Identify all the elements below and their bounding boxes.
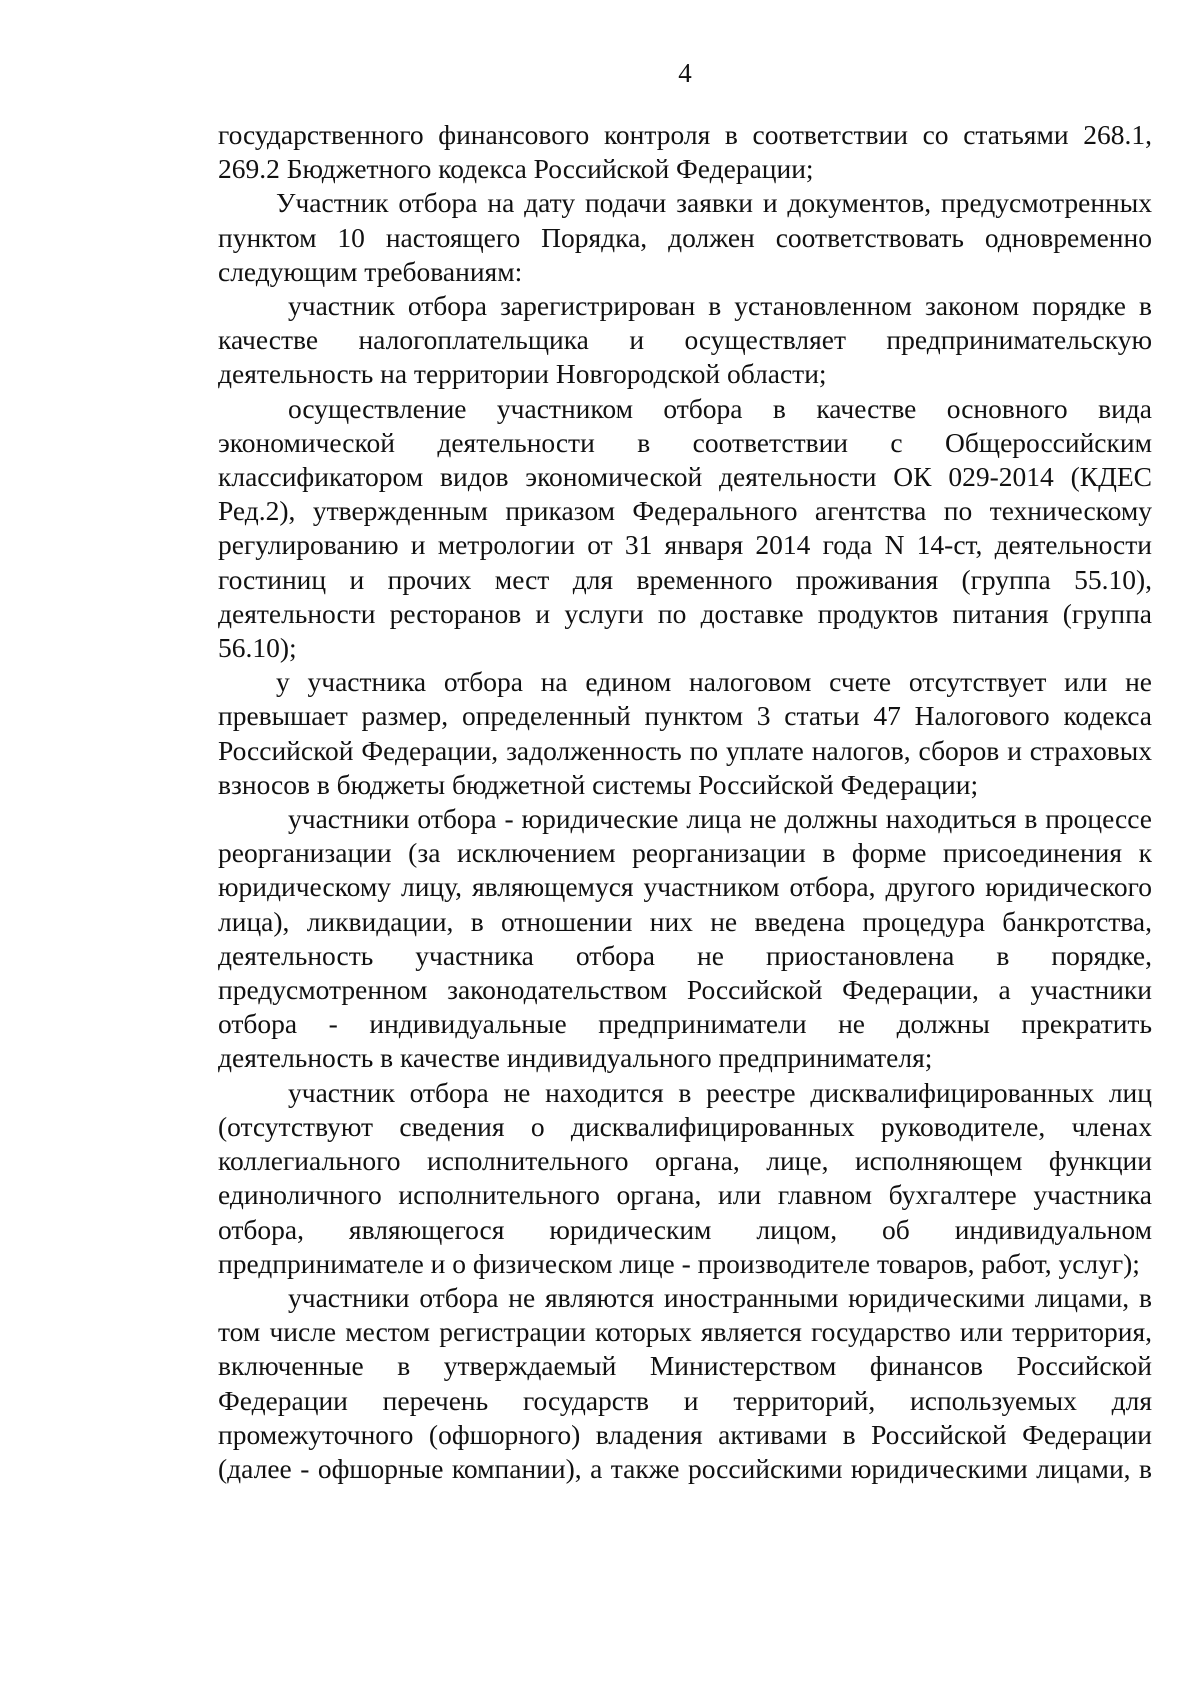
- paragraph-disqualified-registry: участник отбора не находится в реестре дисквалифицированных лиц (отсутствуют сведения о дисквалифицированных руководителе, членах коллегиального исполнительного органа, лице, исполняющем функции единоличного исполнительного органа, или главном бухгалтере участника отбора, являющегося юридическим лицом, об индивидуальном предпринимателе и о физическом лице - производителе товаров, работ, услуг);: [218, 1076, 1152, 1279]
- page-number: 4: [678, 58, 692, 88]
- paragraph-requirements-intro: Участник отбора на дату подачи заявки и документов, предусмотренных пунктом 10 настоящего Порядка, должен соответствовать одновременно следующим требованиям:: [218, 187, 1152, 287]
- paragraph-tax-debt: у участника отбора на едином налоговом счете отсутствует или не превышает размер, определенный пунктом 3 статьи 47 Налогового кодекса Российской Федерации, задолженность по уплате налогов, сборов и страховых взносов в бюджеты бюджетной системы Российской Федерации;: [218, 666, 1152, 800]
- paragraph-offshore: участники отбора не являются иностранными юридическими лицами, в том числе местом регистрации которых является государство или территория, включенные в утверждаемый Министерством финансов Российской Федерации перечень государств и территорий, используемых для промежуточного (офшорного) владения активами в Российской Федерации (далее - офшорные компании), а также российскими юридическими лицами, в: [218, 1281, 1152, 1484]
- paragraph-economic-activity: осуществление участником отбора в качестве основного вида экономической деятельности в соответствии с Общероссийским классификатором видов экономической деятельности ОК 029-2014 (КДЕС Ред.2), утвержденным приказом Федерального агентства по техническому регулированию и метрологии от 31 января 2014 года N 14-ст, деятельности гостиниц и прочих мест для временного проживания (группа 55.10), деятельности ресторанов и услуги по доставке продуктов питания (группа 56.10);: [218, 392, 1152, 664]
- paragraph-reorganization: участники отбора - юридические лица не должны находиться в процессе реорганизации (за исключением реорганизации в форме присоединения к юридическому лицу, являющемуся участником отбора, другого юридического лица), ликвидации, в отношении них не введена процедура банкротства, деятельность участника отбора не приостановлена в порядке, предусмотренном законодательством Российской Федерации, а участники отбора - индивидуальные предприниматели не должны прекратить деятельность в качестве индивидуального предпринимателя;: [218, 803, 1152, 1074]
- paragraph-registration: участник отбора зарегистрирован в установленном законом порядке в качестве налогоплательщика и осуществляет предпринимательскую деятельность на территории Новгородской области;: [218, 290, 1152, 390]
- paragraph-continuation: государственного финансового контроля в соответствии со статьями 268.1, 269.2 Бюджетного кодекса Российской Федерации;: [218, 119, 1152, 185]
- document-body: [218, 118, 1152, 1486]
